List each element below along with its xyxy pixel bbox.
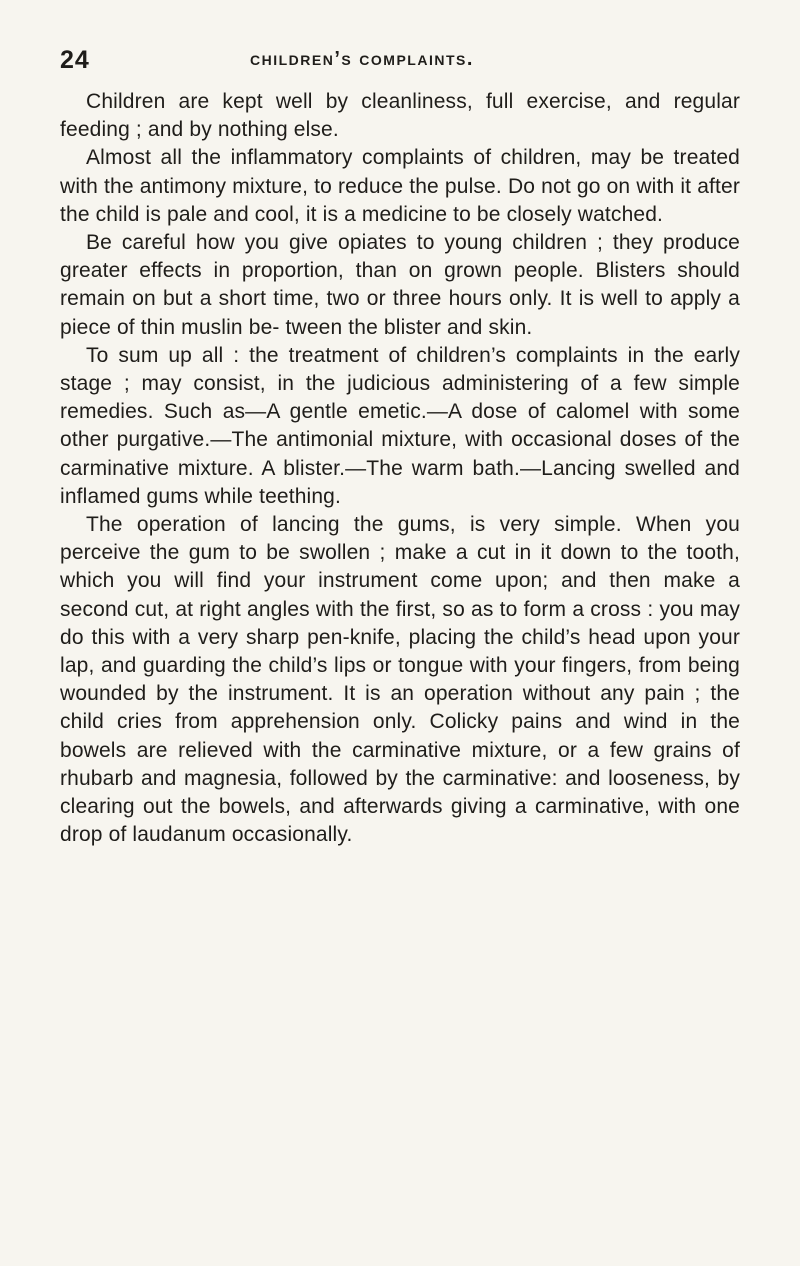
paragraph: Be careful how you give opiates to young children ; they produce greater effects in proportion, than on grown people. Blisters should remain on but a short time, two or three hours only. It is well to apply a piece of thin muslin be- tween the blister and skin. [60,231,740,339]
paragraph: To sum up all : the treatment of children’s complaints in the early stage ; may consist, in the judicious administering of a few simple remedies. Such as—A gentle emetic.—A dose of calomel with some other purgative.—The antimonial mixture, with occasional doses of the carminative mixture. A blister.—The warm bath.—Lancing swelled and inflamed gums while teething. [60,343,740,508]
page-header [60,46,700,80]
paragraph: The operation of lancing the gums, is very simple. When you perceive the gum to be swollen ; make a cut in it down to the tooth, which you will find your instrument come upon; and then make a second cut, at right angles with the first, so as to form a cross : you may do this with a very sharp pen-knife, placing the child’s head upon your lap, and guarding the child’s lips or tongue with your fingers, from being wounded by the instrument. It is an operation without any pain ; the child cries from apprehension only. Colicky pains and wind in the bowels are relieved with the carminative mixture, or a few grains of rhubarb and magnesia, followed by the carminative: and looseness, by clearing out the bowels, and afterwards giving a carminative, with one drop of laudanum occasionally. [60,513,740,847]
running-head: children’s complaints. [250,48,474,70]
page-number: 24 [60,46,90,74]
paragraph: Children are kept well by cleanliness, full exercise, and regular feeding ; and by nothing else. [60,90,740,142]
paragraph: Almost all the inflammatory complaints of children, may be treated with the antimony mixture, to reduce the pulse. Do not go on with it after the child is pale and cool, it is a medicine to be closely watched. [60,146,740,226]
body-text [60,88,740,849]
